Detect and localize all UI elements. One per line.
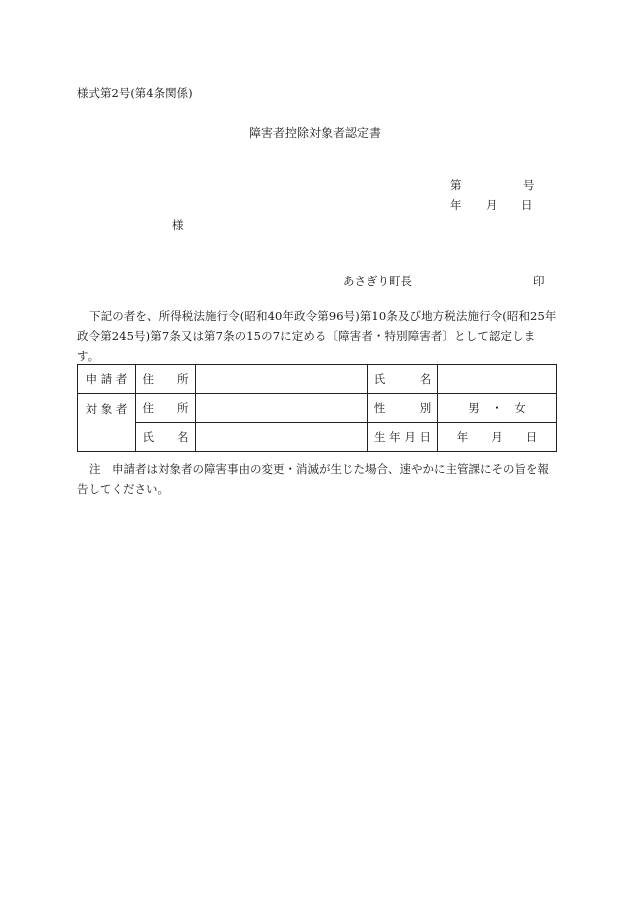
subject-address-label: 住 所 [136, 394, 196, 423]
applicant-name-field[interactable] [438, 365, 557, 394]
certification-text: 下記の者を、所得税法施行令(昭和40年政令第96号)第10条及び地方税法施行令(昭和25年政令第245号)第7条又は第7条の15の7に定める〔障害者・特別障害者〕として認定します。 [77, 309, 557, 363]
table-row-subject-name [78, 423, 557, 452]
date-month-label: 月 [486, 198, 498, 212]
table-row-subject-address [78, 394, 557, 423]
issuer-name: あさぎり町長 [343, 274, 412, 288]
subject-name-field[interactable] [196, 423, 368, 452]
applicant-name-label: 氏 名 [368, 365, 438, 394]
date-year-label: 年 [450, 198, 462, 212]
date-day-label: 日 [521, 198, 533, 212]
subject-name-label: 氏 名 [136, 423, 196, 452]
footnote: 注 申請者は対象者の障害事由の変更・消滅が生じた場合、速やかに主管課にその旨を報告してください。 [77, 462, 549, 496]
subject-address-field[interactable] [196, 394, 368, 423]
table-row-applicant [78, 365, 557, 394]
seal-mark: 印 [533, 274, 545, 288]
subject-label: 対 象 者 [78, 394, 136, 452]
number-suffix: 号 [523, 178, 535, 192]
addressee-honorific: 様 [172, 218, 184, 232]
gender-value[interactable]: 男 ・ 女 [438, 394, 557, 423]
applicant-address-label: 住 所 [136, 365, 196, 394]
birthdate-label: 生 年 月 日 [368, 423, 438, 452]
form-number: 様式第2号(第4条関係) [77, 86, 193, 100]
document-title: 障害者控除対象者認定書 [248, 126, 381, 140]
birthdate-value[interactable]: 年 月 日 [438, 423, 557, 452]
certification-table [77, 364, 557, 452]
applicant-address-field[interactable] [196, 365, 368, 394]
number-prefix: 第 [450, 178, 462, 192]
gender-label: 性 別 [368, 394, 438, 423]
applicant-label: 申 請 者 [78, 365, 136, 394]
